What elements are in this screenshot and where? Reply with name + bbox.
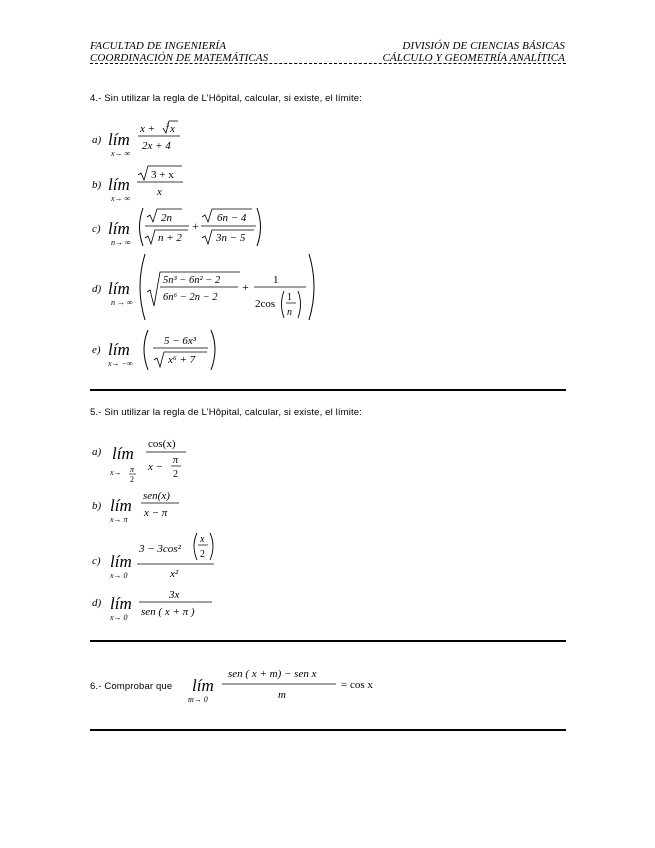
q4a-formula (90, 118, 290, 160)
q5b-num: sen(x) (143, 490, 170, 502)
section-rule-2 (90, 640, 566, 642)
q4d-inner-one: 1 (287, 292, 292, 303)
q4d-paren-right (309, 254, 314, 320)
header-division: DIVISIÓN DE CIENCIAS BÁSICAS (402, 40, 565, 52)
q4d-frac-one: 1 (273, 274, 279, 286)
q5a-sub-two: 2 (130, 475, 134, 484)
q4c-f1-num: 2n (161, 212, 172, 224)
q4d-cos: 2cos (255, 298, 276, 310)
q4b-sub: x→ ∞ (111, 194, 131, 203)
q4e-lim: lím (108, 340, 130, 359)
q5c-inner-num: x (200, 534, 205, 545)
q4d-inner-den: n (287, 307, 292, 318)
q5a-formula (90, 433, 290, 487)
q4e-num: 5 − 6x³ (164, 335, 197, 347)
q4d-plus: + (242, 280, 249, 294)
q6-lim: lím (192, 676, 214, 695)
q4a-root-arg: x (170, 123, 175, 135)
q5c-inner-paren-right (210, 533, 213, 560)
q5d-label: d) (92, 597, 102, 609)
q5d-num: 3x (169, 589, 180, 601)
q4d-inner-paren-left (282, 291, 285, 318)
q4c-paren-right (257, 208, 261, 246)
header-faculty: FACULTAD DE INGENIERÍA (90, 40, 227, 52)
q4c-f2-den: 3n − 5 (216, 232, 246, 244)
q5b-den: x − π (144, 507, 168, 519)
q5a-sub-pi: π (130, 465, 135, 474)
q4d-den: 6n⁶ − 2n − 2 (163, 292, 218, 303)
q5c-num: 3 − 3cos² (139, 543, 181, 555)
q6-num: sen ( x + m) − sen x (228, 668, 317, 680)
q5c-sub: x→ 0 (110, 571, 128, 580)
q5b-sub: x→ π (110, 515, 128, 524)
section-rule-1 (90, 389, 566, 391)
q6-prefix: 6.- Comprobar que (90, 681, 173, 692)
q4d-label: d) (92, 283, 102, 295)
q4c-formula (90, 206, 310, 252)
q4d-formula (90, 252, 330, 324)
q4e-label: e) (92, 344, 101, 356)
q4b-den: x (157, 186, 162, 198)
q4c-paren-left (140, 208, 144, 246)
q5d-lim: lím (110, 594, 132, 613)
q5d-sub: x→ 0 (110, 613, 128, 622)
header-rule (90, 63, 566, 64)
q4e-paren-left (144, 330, 148, 370)
q5a-num: cos(x) (148, 438, 176, 450)
q4-title: 4.- Sin utilizar la regla de L’Hôpital, calcular, si existe, el límite: (90, 93, 363, 104)
q5b-formula (90, 487, 290, 527)
q6-rhs: = cos x (341, 679, 373, 691)
q6-formula (188, 664, 418, 706)
q6-sub: m→ 0 (188, 695, 208, 704)
q4e-paren-right (211, 330, 215, 370)
q5c-inner-paren-left (194, 533, 197, 560)
q4c-lim: lím (108, 219, 130, 238)
q4e-sub: x→ −∞ (108, 359, 133, 368)
q5d-den: sen ( x + π ) (141, 606, 195, 618)
q4a-num: x + (140, 123, 156, 135)
q5a-sub-x: x→ (110, 468, 122, 477)
q4d-inner-paren-right (298, 291, 301, 318)
section-rule-3 (90, 729, 566, 731)
q5a-den-pi: π (173, 455, 179, 466)
q4d-lim: lím (108, 279, 130, 298)
q5a-lim: lím (112, 444, 134, 463)
q4a-lim: lím (108, 130, 130, 149)
q4c-label: c) (92, 223, 101, 235)
q5a-den-x: x − (148, 461, 164, 473)
q5b-label: b) (92, 500, 102, 512)
header-course: CÁLCULO Y GEOMETRÍA ANALÍTICA (382, 52, 565, 64)
q4c-plus: + (192, 219, 199, 233)
q4c-f2-num: 6n − 4 (217, 212, 247, 224)
q4e-formula (90, 328, 290, 374)
q4a-label: a) (92, 134, 102, 146)
q5c-label: c) (92, 555, 101, 567)
q4a-den: 2x + 4 (142, 140, 171, 152)
q4a-root-index: 3 (166, 123, 169, 129)
q5c-lim: lím (110, 552, 132, 571)
q4b-num: 3 + x (151, 169, 174, 181)
q5a-label: a) (92, 446, 102, 458)
q4b-lim: lím (108, 175, 130, 194)
q6-den: m (278, 689, 286, 701)
q5d-formula (90, 585, 290, 625)
q4b-formula (90, 163, 290, 205)
q5a-den-two: 2 (173, 469, 178, 480)
q4d-paren-left (140, 254, 145, 320)
q4e-den: x⁶ + 7 (168, 354, 196, 366)
q4a-sub: x→ ∞ (111, 149, 131, 158)
q4b-label: b) (92, 179, 102, 191)
q4c-f1-den: n + 2 (158, 232, 182, 244)
header-coordination: COORDINACIÓN DE MATEMÁTICAS (90, 52, 269, 64)
q4c-sub: n→ ∞ (111, 238, 131, 247)
q5-title: 5.- Sin utilizar la regla de L’Hôpital, calcular, si existe, el límite: (90, 407, 363, 418)
q5b-lim: lím (110, 496, 132, 515)
q5c-formula (90, 529, 310, 583)
q4d-sub: n → ∞ (111, 298, 133, 307)
q4d-num: 5n³ − 6n² − 2 (163, 275, 221, 286)
q5c-den: x² (170, 568, 179, 580)
q5c-inner-den: 2 (200, 549, 205, 560)
